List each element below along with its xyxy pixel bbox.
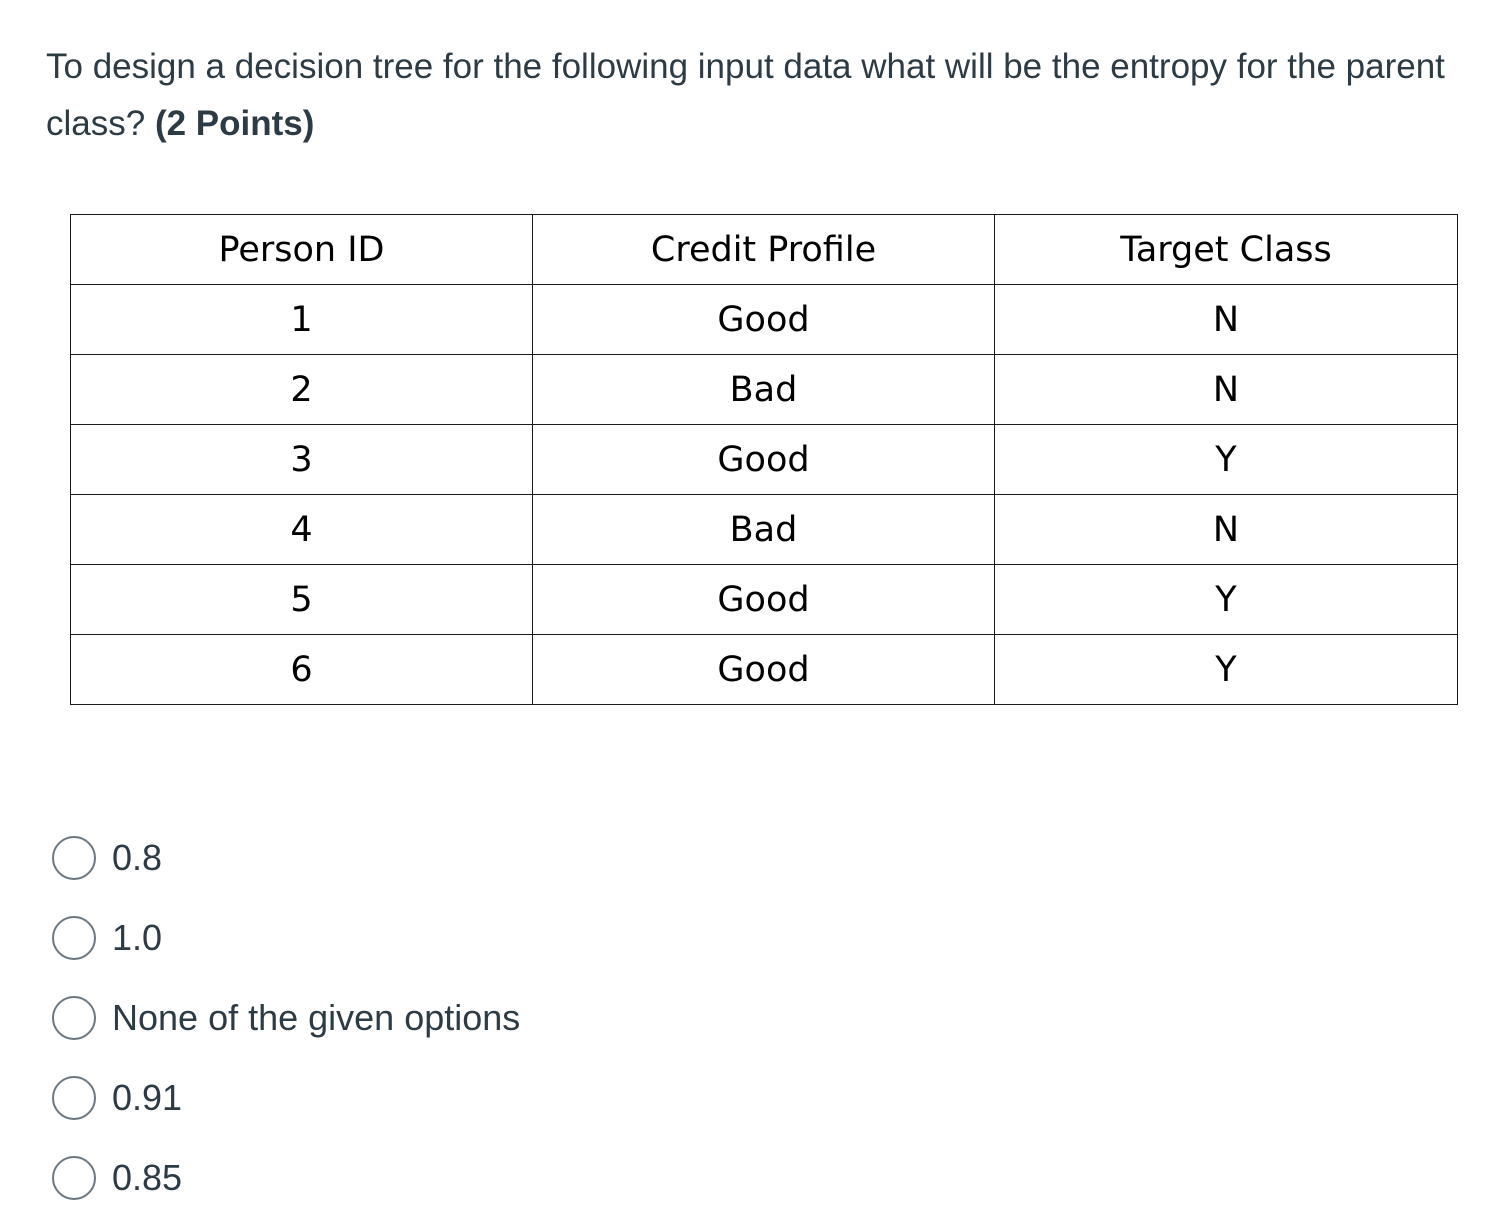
header-person-id: Person ID [71,215,533,285]
cell-target-class: N [995,355,1458,425]
table-row [71,565,1458,635]
option-label: None of the given options [112,997,521,1038]
answer-options [52,818,520,1218]
cell-target-class: N [995,495,1458,565]
answer-option[interactable] [52,898,520,978]
question-text [46,38,1446,152]
cell-person-id: 6 [71,635,533,705]
cell-credit-profile: Good [533,635,995,705]
cell-target-class: N [995,285,1458,355]
table-row [71,285,1458,355]
cell-person-id: 5 [71,565,533,635]
header-credit-profile: Credit Profile [533,215,995,285]
cell-target-class: Y [995,635,1458,705]
header-target-class: Target Class [995,215,1458,285]
cell-credit-profile: Good [533,425,995,495]
question-body: To design a decision tree for the following input data what will be the entropy for the parent class? [46,47,1445,143]
cell-person-id: 2 [71,355,533,425]
radio-button[interactable] [52,916,96,960]
radio-button[interactable] [52,1076,96,1120]
answer-option[interactable] [52,1058,520,1138]
table-header-row [71,215,1458,285]
question-points: (2 Points) [154,104,315,143]
table-row [71,425,1458,495]
table-row [71,495,1458,565]
table-row [71,355,1458,425]
radio-button[interactable] [52,1156,96,1200]
option-label: 0.8 [112,837,163,878]
table-row [71,635,1458,705]
radio-button[interactable] [52,996,96,1040]
option-label: 0.85 [112,1157,183,1198]
answer-option[interactable] [52,818,520,898]
cell-person-id: 4 [71,495,533,565]
cell-credit-profile: Bad [533,495,995,565]
cell-person-id: 1 [71,285,533,355]
answer-option[interactable] [52,1138,520,1218]
answer-option[interactable] [52,978,520,1058]
cell-credit-profile: Good [533,565,995,635]
cell-person-id: 3 [71,425,533,495]
cell-target-class: Y [995,425,1458,495]
radio-button[interactable] [52,836,96,880]
input-data-table [70,214,1458,705]
cell-target-class: Y [995,565,1458,635]
option-label: 0.91 [112,1077,183,1118]
cell-credit-profile: Bad [533,355,995,425]
option-label: 1.0 [112,917,163,958]
cell-credit-profile: Good [533,285,995,355]
